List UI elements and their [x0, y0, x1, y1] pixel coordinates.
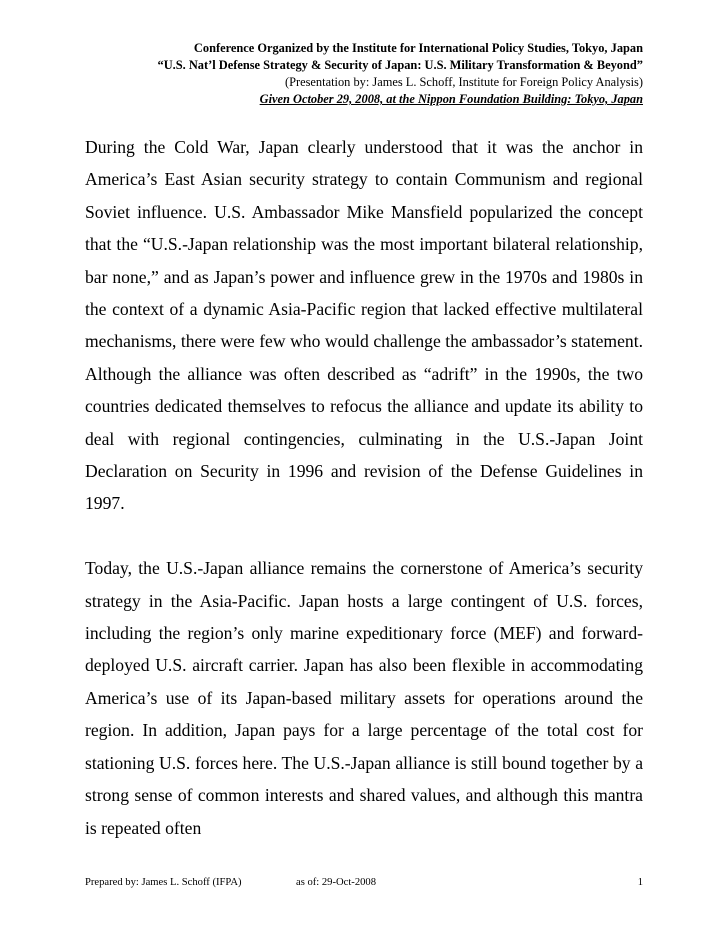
footer-date: as of: 29-Oct-2008 [296, 877, 377, 888]
presentation-title: “U.S. Nat’l Defense Strategy & Security of Japan: U.S. Military Transformation & Beyond” [157, 58, 643, 72]
conference-line: Conference Organized by the Institute for International Policy Studies, Tokyo, Japan [193, 41, 643, 55]
presenter-line: (Presentation by: James L. Schoff, Institute for Foreign Policy Analysis) [284, 75, 643, 89]
document-body [85, 131, 643, 844]
paragraph-today: Today, the U.S.-Japan alliance remains the cornerstone of America’s security strategy in the Asia-Pacific. Japan hosts a large contingent of U.S. forces, including the region’s only marine expeditionary force (MEF) and forward-deployed U.S. aircraft carrier. Japan has also been flexible in accommodating America’s use of its Japan-based military assets for operations around the region. In addition, Japan pays for a large percentage of the total cost for stationing U.S. forces here. The U.S.-Japan alliance is still bound together by a strong sense of common interests and shared values, and although this mantra is repeated often [85, 558, 643, 838]
date-venue-line: Given October 29, 2008, at the Nippon Foundation Building: Tokyo, Japan [259, 92, 643, 106]
page-number: 1 [637, 877, 643, 888]
footer-prepared-by: Prepared by: James L. Schoff (IFPA) [85, 877, 242, 888]
page-header [63, 40, 643, 108]
paragraph-cold-war: During the Cold War, Japan clearly understood that it was the anchor in America’s East Asian security strategy to contain Communism and regional Soviet influence. U.S. Ambassador Mike Mansfield popularized the concept that the “U.S.-Japan relationship was the most important bilateral relationship, bar none,” and as Japan’s power and influence grew in the 1970s and 1980s in the context of a dynamic Asia-Pacific region that lacked effective multilateral mechanisms, there were few who would challenge the ambassador’s statement. Although the alliance was often described as “adrift” in the 1990s, the two countries dedicated themselves to refocus the alliance and update its ability to deal with regional contingencies, culminating in the U.S.-Japan Joint Declaration on Security in 1996 and revision of the Defense Guidelines in 1997. [85, 137, 643, 514]
